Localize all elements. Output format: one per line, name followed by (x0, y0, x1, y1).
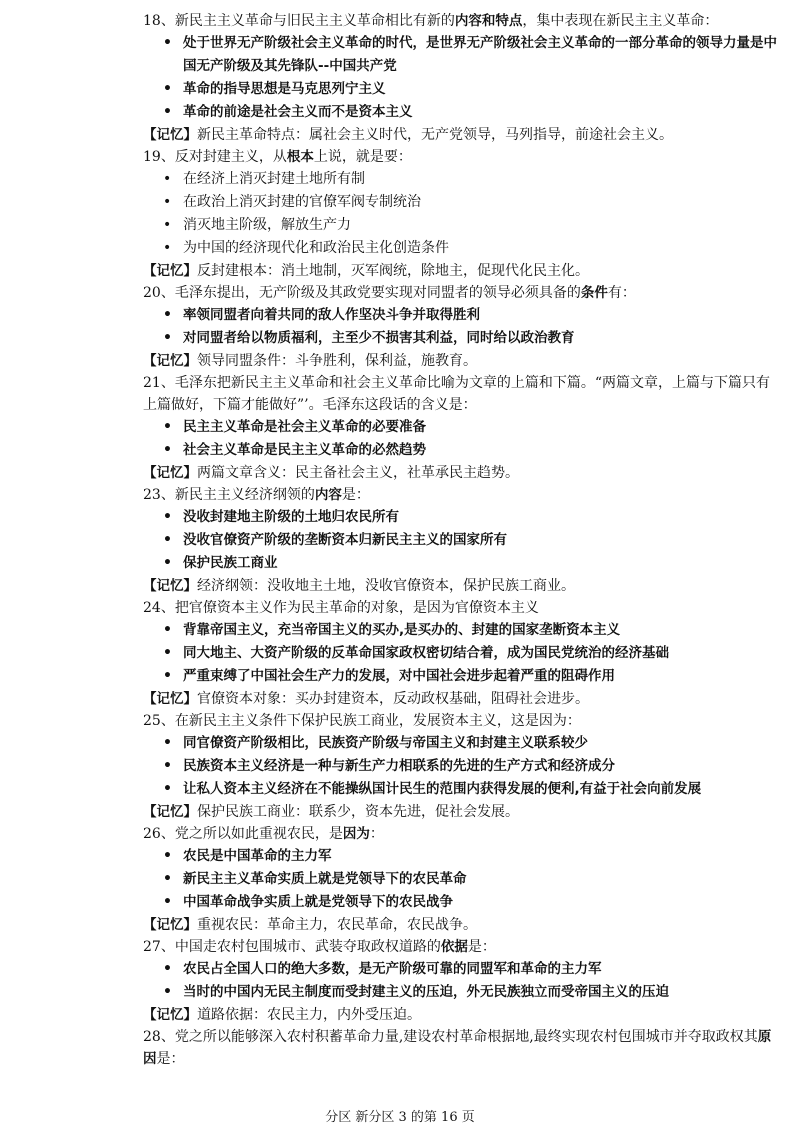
question-text: 25、在新民主主义条件下保护民族工商业，发展资本主义，这是因为： (143, 713, 581, 729)
question-text: ： (369, 826, 384, 842)
memory-tag: 【记忆】 (143, 917, 197, 933)
answer-item: • 革命的前途是社会主义而不是资本主义 (163, 101, 783, 124)
question-text: 上说，就是要： (313, 149, 412, 165)
answer-list (0, 416, 800, 462)
memory-note (143, 350, 773, 372)
answer-item: • 没收封建地主阶级的土地归农民所有 (163, 506, 783, 529)
answer-list (0, 619, 800, 688)
document-body (0, 10, 800, 1070)
answer-list (0, 958, 800, 1004)
answer-item: • 严重束缚了中国社会生产力的发展，对中国社会进步起着严重的阻碍作用 (163, 665, 783, 688)
memory-text: 经济纲领：没收地主土地，没收官僚资本，保护民族工商业。 (197, 578, 575, 594)
memory-text: 领导同盟条件：斗争胜利，保利益，施教育。 (197, 353, 477, 369)
question-keyword: 原因 (143, 1029, 772, 1067)
answer-item: • 率领同盟者向着共同的敌人作坚决斗争并取得胜利 (163, 304, 783, 327)
question-q26 (143, 823, 773, 845)
question-keyword: 根本 (286, 149, 314, 165)
memory-tag: 【记忆】 (143, 578, 197, 594)
answer-item: • 社会主义革命是民主主义革命的必然趋势 (163, 439, 783, 462)
answer-item: • 民主主义革命是社会主义革命的必要准备 (163, 416, 783, 439)
memory-note (143, 1004, 773, 1026)
question-text: 是： (467, 939, 496, 955)
question-text: 19、反对封建主义，从 (143, 149, 287, 165)
memory-tag: 【记忆】 (143, 691, 197, 707)
memory-tag: 【记忆】 (143, 804, 197, 820)
memory-note (143, 124, 773, 146)
question-text: 28、党之所以能够深入农村积蓄革命力量,建设农村革命根据地,最终实现农村包围城市并夺取政权其 (143, 1029, 758, 1045)
answer-item: • 民族资本主义经济是一种与新生产力相联系的先进的生产方式和经济成分 (163, 755, 783, 778)
answer-item: • 农民是中国革命的主力军 (163, 845, 783, 868)
answer-item: • 没收官僚资产阶级的垄断资本归新民主主义的国家所有 (163, 529, 783, 552)
answer-item: • 对同盟者给以物质福利，主至少不损害其利益，同时给以政治教育 (163, 327, 783, 350)
answer-list (0, 168, 800, 260)
memory-note (143, 688, 773, 710)
answer-item: • 同官僚资产阶级相比，民族资产阶级与帝国主义和封建主义联系较少 (163, 732, 783, 755)
memory-note (143, 914, 773, 936)
question-keyword: 条件 (580, 285, 608, 301)
question-text: 18、新民主主义革命与旧民主主义革命相比有新的 (143, 13, 455, 29)
answer-item: • 在政治上消灭封建的官僚军阀专制统治 (163, 191, 783, 214)
answer-item: • 同大地主、大资产阶级的反革命国家政权密切结合着，成为国民党统治的经济基础 (163, 642, 783, 665)
memory-text: 保护民族工商业：联系少，资本先进，促社会发展。 (197, 804, 519, 820)
memory-text: 新民主革命特点：属社会主义时代，无产党领导，马列指导，前途社会主义。 (197, 127, 673, 143)
answer-item: • 为中国的经济现代化和政治民主化创造条件 (163, 237, 783, 260)
memory-text: 重视农民：革命主力，农民革命，农民战争。 (197, 917, 477, 933)
question-keyword: 依据 (440, 939, 468, 955)
memory-text: 道路依据：农民主力，内外受压迫。 (197, 1007, 421, 1023)
memory-tag: 【记忆】 (143, 465, 197, 481)
answer-item: • 背靠帝国主义，充当帝国主义的买办,是买办的、封建的国家垄断资本主义 (163, 619, 783, 642)
answer-item: • 处于世界无产阶级社会主义革命的时代，是世界无产阶级社会主义革命的一部分革命的领导力量是中国无产阶级及其先锋队--中国共产党 (163, 32, 783, 78)
question-q25 (143, 710, 773, 732)
answer-item: • 革命的指导思想是马克思列宁主义 (163, 78, 783, 101)
question-q28 (143, 1026, 773, 1070)
question-q21 (143, 372, 773, 416)
answer-list (0, 506, 800, 575)
question-text: 23、新民主主义经济纲领的 (143, 487, 315, 503)
memory-note (143, 801, 773, 823)
question-text: 有： (607, 285, 636, 301)
memory-note (143, 575, 773, 597)
answer-item: • 在经济上消灭封建土地所有制 (163, 168, 783, 191)
answer-item: • 让私人资本主义经济在不能操纵国计民生的范围内获得发展的便利,有益于社会向前发展 (163, 778, 783, 801)
answer-list (0, 845, 800, 914)
memory-note (143, 260, 773, 282)
question-text: 是： (156, 1051, 185, 1067)
answer-list (0, 32, 800, 124)
question-q19 (143, 146, 773, 168)
answer-list (0, 732, 800, 801)
question-keyword: 因为 (342, 826, 370, 842)
question-text: 27、中国走农村包围城市、武装夺取政权道路的 (143, 939, 441, 955)
question-text: 24、把官僚资本主义作为民主革命的对象，是因为官僚资本主义 (143, 600, 539, 616)
memory-tag: 【记忆】 (143, 263, 197, 279)
answer-item: • 农民占全国人口的绝大多数，是无产阶级可靠的同盟军和革命的主力军 (163, 958, 783, 981)
answer-item: • 消灭地主阶级，解放生产力 (163, 214, 783, 237)
question-q24 (143, 597, 773, 619)
question-q23 (143, 484, 773, 506)
memory-tag: 【记忆】 (143, 1007, 197, 1023)
answer-item: • 新民主主义革命实质上就是党领导下的农民革命 (163, 868, 783, 891)
question-q20 (143, 282, 773, 304)
answer-list (0, 304, 800, 350)
question-text: 是： (341, 487, 370, 503)
memory-note (143, 462, 773, 484)
answer-item: • 保护民族工商业 (163, 552, 783, 575)
question-text: 26、党之所以如此重视农民，是 (143, 826, 343, 842)
memory-text: 反封建根本：消土地制，灭军阀统，除地主，促现代化民主化。 (197, 263, 589, 279)
memory-tag: 【记忆】 (143, 353, 197, 369)
question-keyword: 内容 (314, 487, 342, 503)
answer-item: • 中国革命战争实质上就是党领导下的农民战争 (163, 891, 783, 914)
page-footer: 分区 新分区 3 的第 16 页 (325, 1110, 475, 1125)
question-text: 20、毛泽东提出，无产阶级及其政党要实现对同盟者的领导必须具备的 (143, 285, 581, 301)
question-text: 21、毛泽东把新民主主义革命和社会主义革命比喻为文章的上篇和下篇。“两篇文章，上篇与下篇只有上篇做好，下篇才能做好”’。毛泽东这段话的含义是： (143, 375, 770, 413)
answer-item: • 当时的中国内无民主制度而受封建主义的压迫，外无民族独立而受帝国主义的压迫 (163, 981, 783, 1004)
memory-text: 官僚资本对象：买办封建资本，反动政权基础，阻碍社会进步。 (197, 691, 589, 707)
memory-text: 两篇文章含义：民主备社会主义，社革承民主趋势。 (197, 465, 519, 481)
memory-tag: 【记忆】 (143, 127, 197, 143)
question-q27 (143, 936, 773, 958)
question-q18 (143, 10, 773, 32)
question-text: ，集中表现在新民主主义革命： (522, 13, 719, 29)
question-keyword: 内容和特点 (454, 13, 523, 29)
